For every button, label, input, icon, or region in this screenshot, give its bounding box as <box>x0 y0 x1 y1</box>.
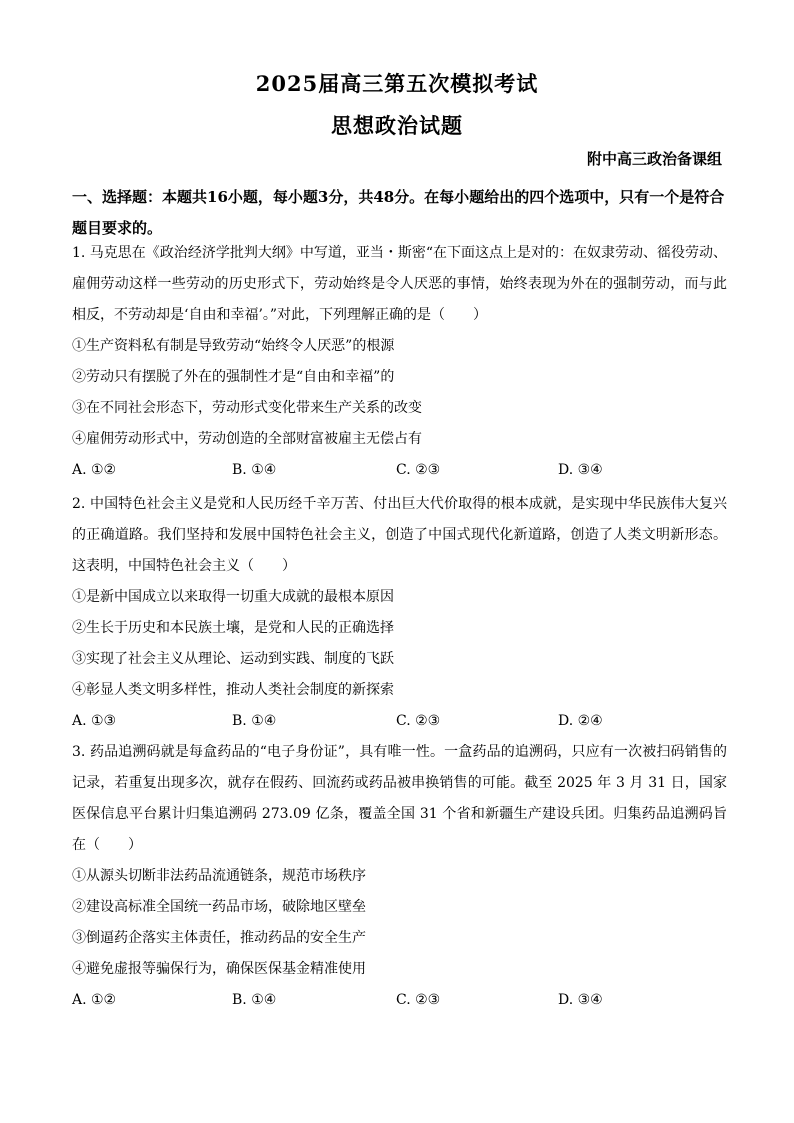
answer-choices <box>72 455 727 486</box>
choice-b: B. ①④ <box>232 713 277 729</box>
question-3 <box>72 737 727 1016</box>
exam-subject-title: 思想政治试题 <box>331 113 463 138</box>
choice-b: B. ①④ <box>232 992 277 1008</box>
choice-a: A. ①② <box>72 992 117 1008</box>
statement-option: ④避免虚报等骗保行为，确保医保基金精准使用 <box>72 961 366 977</box>
statement-option: ①从源头切断非法药品流通链条，规范市场秩序 <box>72 868 366 884</box>
choice-c: C. ②③ <box>396 713 441 729</box>
statement-option: ②生长于历史和本民族土壤，是党和人民的正确选择 <box>72 620 394 636</box>
author-line: 附中高三政治备课组 <box>586 150 722 168</box>
choice-b: B. ①④ <box>232 462 277 478</box>
statement-option: ③实现了社会主义从理论、运动到实践、制度的飞跃 <box>72 651 394 667</box>
choice-a: A. ①③ <box>72 713 117 729</box>
question-stem: 1. 马克思在《政治经济学批判大纲》中写道，亚当・斯密“在下面这点上是对的：在奴隶劳动、徭役劳动、雇佣劳动这样一些劳动的历史形式下，劳动始终是令人厌恶的事情，始终表现为外在的强制劳动，而与此相反，不劳动却是‘自由和幸福’。”对此，下列理解正确的是（ ） <box>72 245 727 323</box>
choice-c: C. ②③ <box>396 992 441 1008</box>
choice-c: C. ②③ <box>396 462 441 478</box>
question-1 <box>72 238 727 486</box>
statement-option: ④彰显人类文明多样性，推动人类社会制度的新探索 <box>72 682 394 698</box>
question-stem: 2. 中国特色社会主义是党和人民历经千辛万苦、付出巨大代价取得的根本成就，是实现中华民族伟大复兴的正确道路。我们坚持和发展中国特色社会主义，创造了中国式现代化新道路，创造了人类文明新形态。这表明，中国特色社会主义（ ） <box>72 496 727 574</box>
question-2 <box>72 489 727 737</box>
choice-a: A. ①② <box>72 462 117 478</box>
answer-choices <box>72 706 727 737</box>
question-stem: 3. 药品追溯码就是每盒药品的“电子身份证”，具有唯一性。一盒药品的追溯码，只应有一次被扫码销售的记录，若重复出现多次，就存在假药、回流药或药品被串换销售的可能。截至 2025 年 3 月 31 日，国家医保信息平台累计归集追溯码 273.09 亿条，覆盖全国 31 个省和新疆生产建设兵团。归集药品追溯码旨在（ ） <box>72 744 727 853</box>
statement-option: ④雇佣劳动形式中，劳动创造的全部财富被雇主无偿占有 <box>72 431 422 447</box>
statement-option: ①生产资料私有制是导致劳动“始终令人厌恶”的根源 <box>72 338 395 354</box>
choice-d: D. ②④ <box>558 713 603 729</box>
answer-choices <box>72 985 727 1016</box>
statement-option: ③在不同社会形态下，劳动形式变化带来生产关系的改变 <box>72 400 422 416</box>
section-heading: 一、选择题：本题共16小题，每小题3分，共48分。在每小题给出的四个选项中，只有一个是符合题目要求的。 <box>72 188 725 237</box>
statement-option: ②劳动只有摆脱了外在的强制性才是“自由和幸福”的 <box>72 369 395 385</box>
exam-title: 2025届高三第五次模拟考试 <box>255 71 539 96</box>
choice-d: D. ③④ <box>558 462 603 478</box>
statement-option: ②建设高标准全国统一药品市场，破除地区壁垒 <box>72 899 366 915</box>
statement-option: ①是新中国成立以来取得一切重大成就的最根本原因 <box>72 589 394 605</box>
statement-option: ③倒逼药企落实主体责任，推动药品的安全生产 <box>72 930 366 946</box>
choice-d: D. ③④ <box>558 992 603 1008</box>
